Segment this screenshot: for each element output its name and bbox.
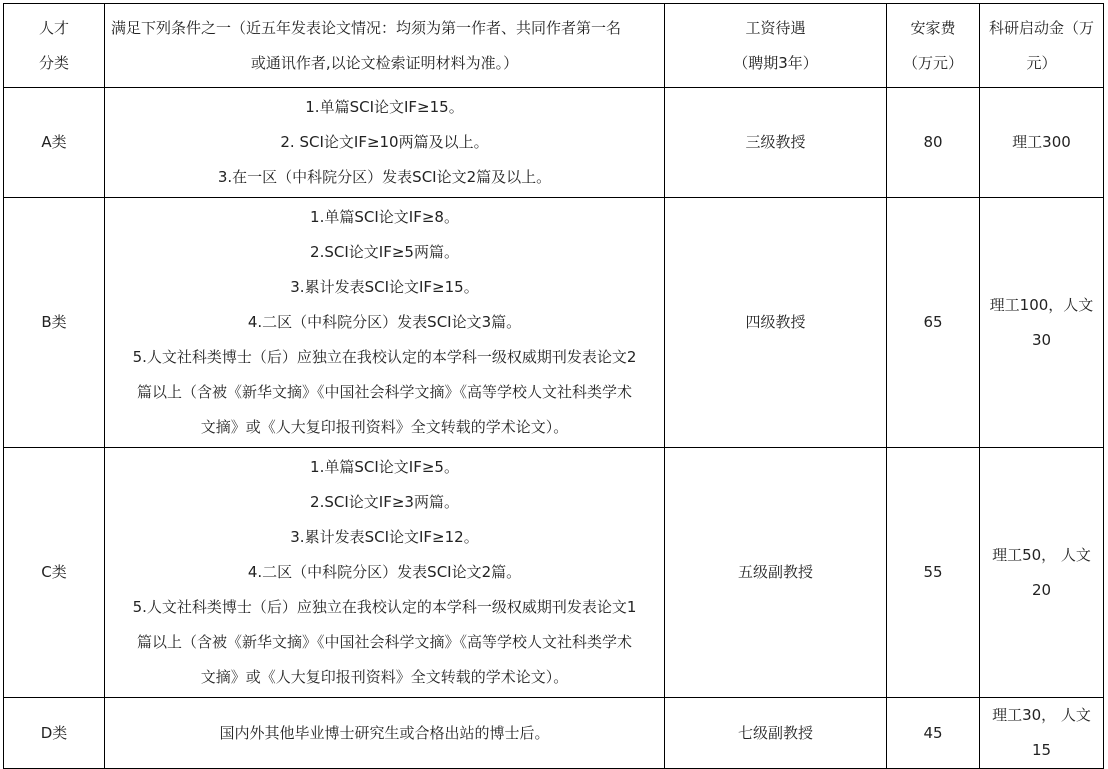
header-settlement bbox=[887, 4, 980, 88]
row-funding: 理工50， 人文20 bbox=[980, 448, 1104, 698]
requirement-line: 3.累计发表SCI论文IF≥12。 bbox=[290, 528, 479, 546]
header-salary bbox=[665, 4, 887, 88]
row-requirements bbox=[105, 88, 665, 198]
row-category: A类 bbox=[4, 88, 105, 198]
requirement-line: 篇以上（含被《新华文摘》《中国社会科学文摘》《高等学校人文社科类学术 bbox=[136, 383, 632, 401]
header-salary-line: 工资待遇 bbox=[745, 18, 806, 37]
row-requirements bbox=[105, 448, 665, 698]
row-requirements bbox=[105, 198, 665, 448]
header-category bbox=[4, 4, 105, 88]
requirement-line: 2.SCI论文IF≥5两篇。 bbox=[310, 243, 459, 261]
requirement-line: 3.在一区（中科院分区）发表SCI论文2篇及以上。 bbox=[217, 168, 552, 186]
header-salary-line: （聘期3年） bbox=[733, 53, 818, 72]
row-requirements bbox=[105, 698, 665, 769]
header-requirements-line: 或通讯作者,以论文检索证明材料为准。） bbox=[250, 53, 519, 72]
requirement-line: 篇以上（含被《新华文摘》《中国社会科学文摘》《高等学校人文社科类学术 bbox=[136, 633, 632, 651]
requirement-line: 国内外其他毕业博士研究生或合格出站的博士后。 bbox=[219, 723, 550, 742]
header-funding-line: 科研启动金（万元） bbox=[988, 18, 1094, 72]
requirement-line: 4.二区（中科院分区）发表SCI论文3篇。 bbox=[247, 313, 522, 331]
row-funding: 理工300 bbox=[980, 88, 1104, 198]
row-settlement: 65 bbox=[887, 198, 980, 448]
row-category: D类 bbox=[4, 698, 105, 769]
table-row bbox=[4, 448, 1104, 698]
requirement-line: 4.二区（中科院分区）发表SCI论文2篇。 bbox=[247, 563, 522, 581]
row-settlement: 45 bbox=[887, 698, 980, 769]
header-requirements bbox=[105, 4, 665, 88]
header-row bbox=[4, 4, 1104, 88]
header-settlement-line: 安家费 bbox=[910, 18, 956, 37]
header-settlement-line: （万元） bbox=[902, 53, 963, 72]
requirement-line: 3.累计发表SCI论文IF≥15。 bbox=[290, 278, 479, 296]
requirement-line: 文摘》或《人大复印报刊资料》全文转载的学术论文）。 bbox=[200, 668, 569, 686]
requirement-line: 5.人文社科类博士（后）应独立在我校认定的本学科一级权威期刊发表论文1 bbox=[132, 598, 637, 616]
requirement-line: 1.单篇SCI论文IF≥15。 bbox=[305, 98, 464, 116]
requirement-line: 2. SCI论文IF≥10两篇及以上。 bbox=[280, 133, 489, 151]
requirement-line: 1.单篇SCI论文IF≥8。 bbox=[310, 208, 459, 226]
requirement-line: 2.SCI论文IF≥3两篇。 bbox=[310, 493, 459, 511]
row-salary: 七级副教授 bbox=[665, 698, 887, 769]
header-category-line: 分类 bbox=[38, 53, 69, 72]
row-salary: 三级教授 bbox=[665, 88, 887, 198]
row-settlement: 55 bbox=[887, 448, 980, 698]
row-funding: 理工30， 人文15 bbox=[980, 698, 1104, 769]
row-category: B类 bbox=[4, 198, 105, 448]
table-row bbox=[4, 698, 1104, 769]
talent-table bbox=[3, 3, 1104, 769]
header-requirements-line: 满足下列条件之一（近五年发表论文情况：均须为第一作者、共同作者第一名 bbox=[111, 18, 622, 37]
row-category: C类 bbox=[4, 448, 105, 698]
requirement-line: 文摘》或《人大复印报刊资料》全文转载的学术论文）。 bbox=[200, 418, 569, 436]
row-salary: 五级副教授 bbox=[665, 448, 887, 698]
row-salary: 四级教授 bbox=[665, 198, 887, 448]
requirement-line: 1.单篇SCI论文IF≥5。 bbox=[310, 458, 459, 476]
table-row bbox=[4, 88, 1104, 198]
row-settlement: 80 bbox=[887, 88, 980, 198]
header-funding bbox=[980, 4, 1104, 88]
requirement-line: 5.人文社科类博士（后）应独立在我校认定的本学科一级权威期刊发表论文2 bbox=[132, 348, 637, 366]
table-row bbox=[4, 198, 1104, 448]
header-category-line: 人才 bbox=[38, 18, 69, 37]
row-funding: 理工100，人文30 bbox=[980, 198, 1104, 448]
